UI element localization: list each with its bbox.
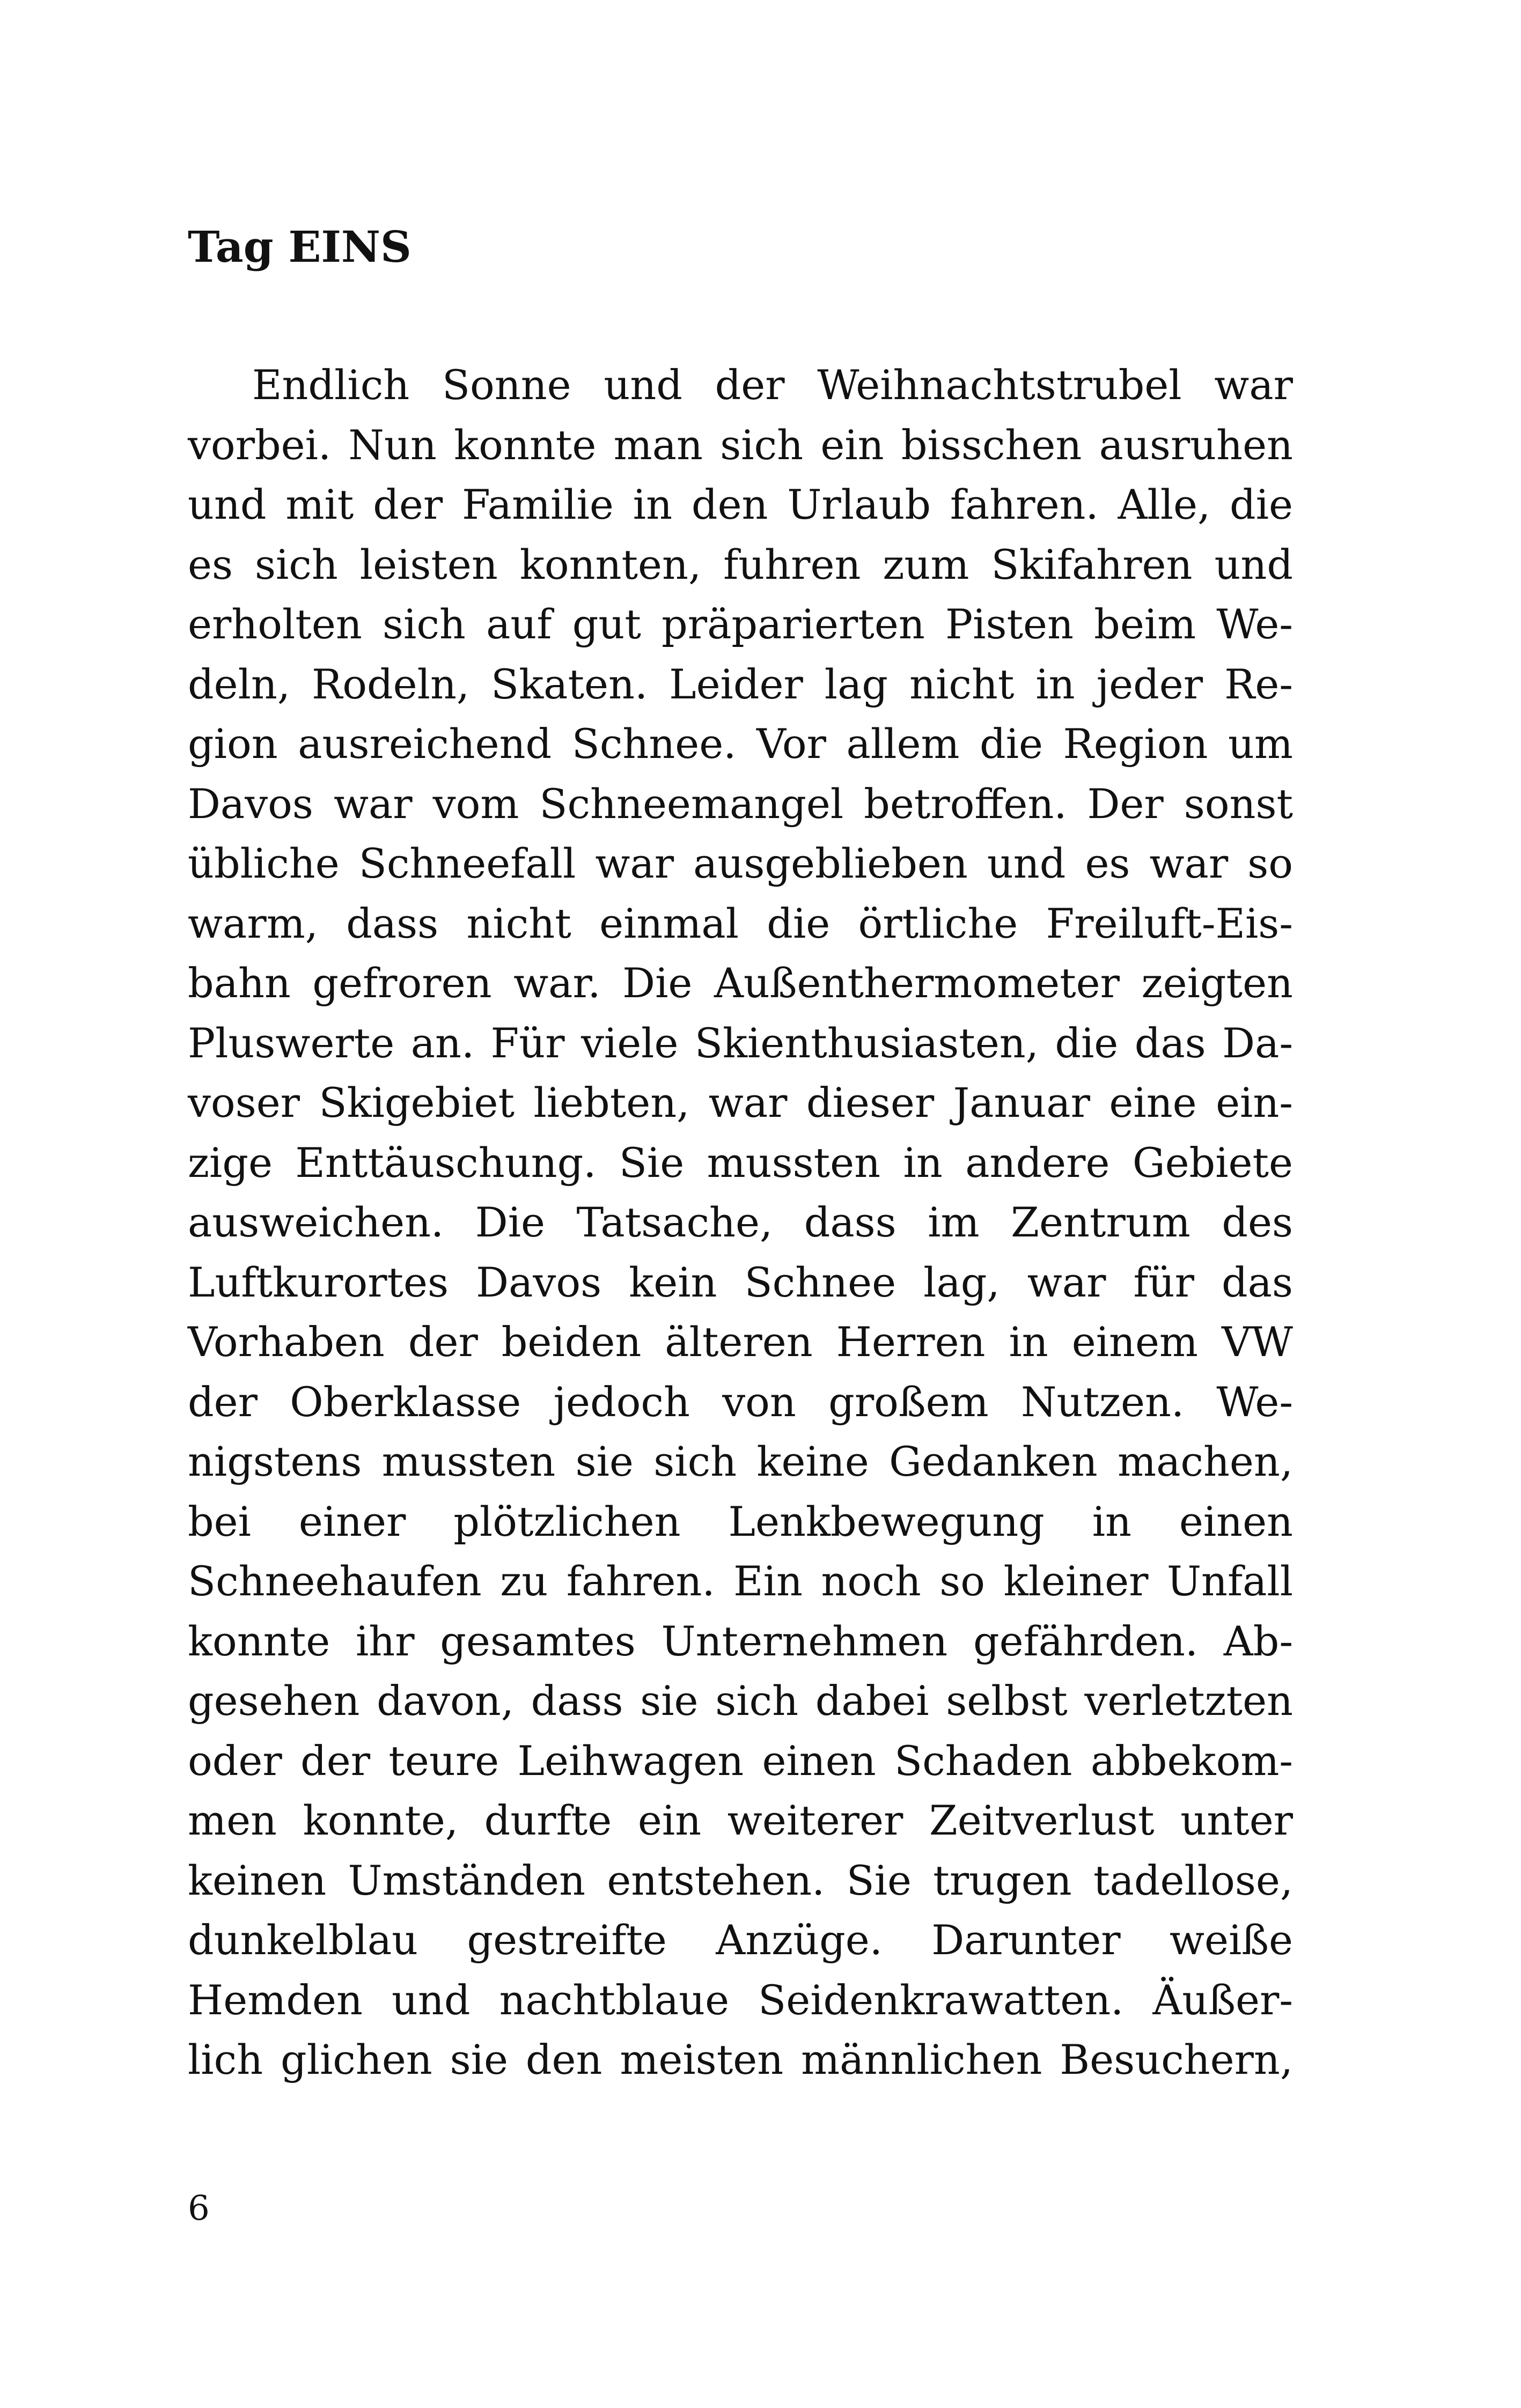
text-line: lich glichen sie den meisten männlichen Besuchern, — [188, 2036, 1293, 2083]
text-line: der Oberklasse jedoch von großem Nutzen. We- — [188, 1378, 1293, 1426]
text-line: Endlich Sonne und der Weihnachtstrubel war — [252, 361, 1293, 409]
text-line: voser Skigebiet liebten, war dieser Januar eine ein- — [188, 1079, 1293, 1126]
text-line: zige Enttäuschung. Sie mussten in andere Gebiete — [188, 1138, 1293, 1187]
text-line: Hemden und nachtblaue Seidenkrawatten. Äußer- — [188, 1976, 1293, 2024]
text-line: Luftkurortes Davos kein Schnee lag, war für das — [188, 1258, 1293, 1306]
text-line: Pluswerte an. Für viele Skienthusiasten, die das Da- — [188, 1019, 1293, 1067]
text-line: und mit der Familie in den Urlaub fahren. Alle, die — [188, 481, 1293, 528]
text-line: Davos war vom Schneemangel betroffen. Der sonst — [188, 779, 1293, 828]
chapter-title: Tag EINS — [188, 222, 412, 272]
text-line: Vorhaben der beiden älteren Herren in einem VW — [188, 1318, 1293, 1366]
text-line: dunkelblau gestreifte Anzüge. Darunter weiße — [188, 1916, 1293, 1964]
text-line: vorbei. Nun konnte man sich ein bisschen ausruhen — [188, 421, 1293, 469]
text-line: es sich leisten konnten, fuhren zum Skifahren und — [188, 540, 1293, 588]
text-line: bahn gefroren war. Die Außenthermometer zeigten — [188, 959, 1293, 1007]
text-line: men konnte, durfte ein weiterer Zeitverlust unter — [188, 1796, 1293, 1844]
text-line: gion ausreichend Schnee. Vor allem die Region um — [188, 720, 1293, 768]
text-line: oder der teure Leihwagen einen Schaden abbekom- — [188, 1736, 1293, 1785]
text-line: warm, dass nicht einmal die örtliche Freiluft-Eis- — [188, 899, 1293, 947]
text-line: gesehen davon, dass sie sich dabei selbst verletzten — [188, 1677, 1293, 1725]
text-line: bei einer plötzlichen Lenkbewegung in einen — [188, 1497, 1293, 1545]
page-number: 6 — [188, 2189, 210, 2228]
text-line: keinen Umständen entstehen. Sie trugen tadellose, — [188, 1856, 1293, 1904]
text-line: Schneehaufen zu fahren. Ein noch so kleiner Unfall — [188, 1557, 1293, 1605]
text-line: konnte ihr gesamtes Unternehmen gefährden. Ab- — [188, 1617, 1293, 1665]
text-line: deln, Rodeln, Skaten. Leider lag nicht in jeder Re- — [188, 660, 1293, 708]
text-line: erholten sich auf gut präparierten Pisten beim We- — [188, 600, 1293, 648]
text-line: nigstens mussten sie sich keine Gedanken machen, — [188, 1438, 1293, 1485]
text-line: übliche Schneefall war ausgeblieben und es war so — [188, 840, 1293, 887]
body-paragraph — [188, 355, 1293, 2090]
text-line: ausweichen. Die Tatsache, dass im Zentrum des — [188, 1198, 1293, 1246]
